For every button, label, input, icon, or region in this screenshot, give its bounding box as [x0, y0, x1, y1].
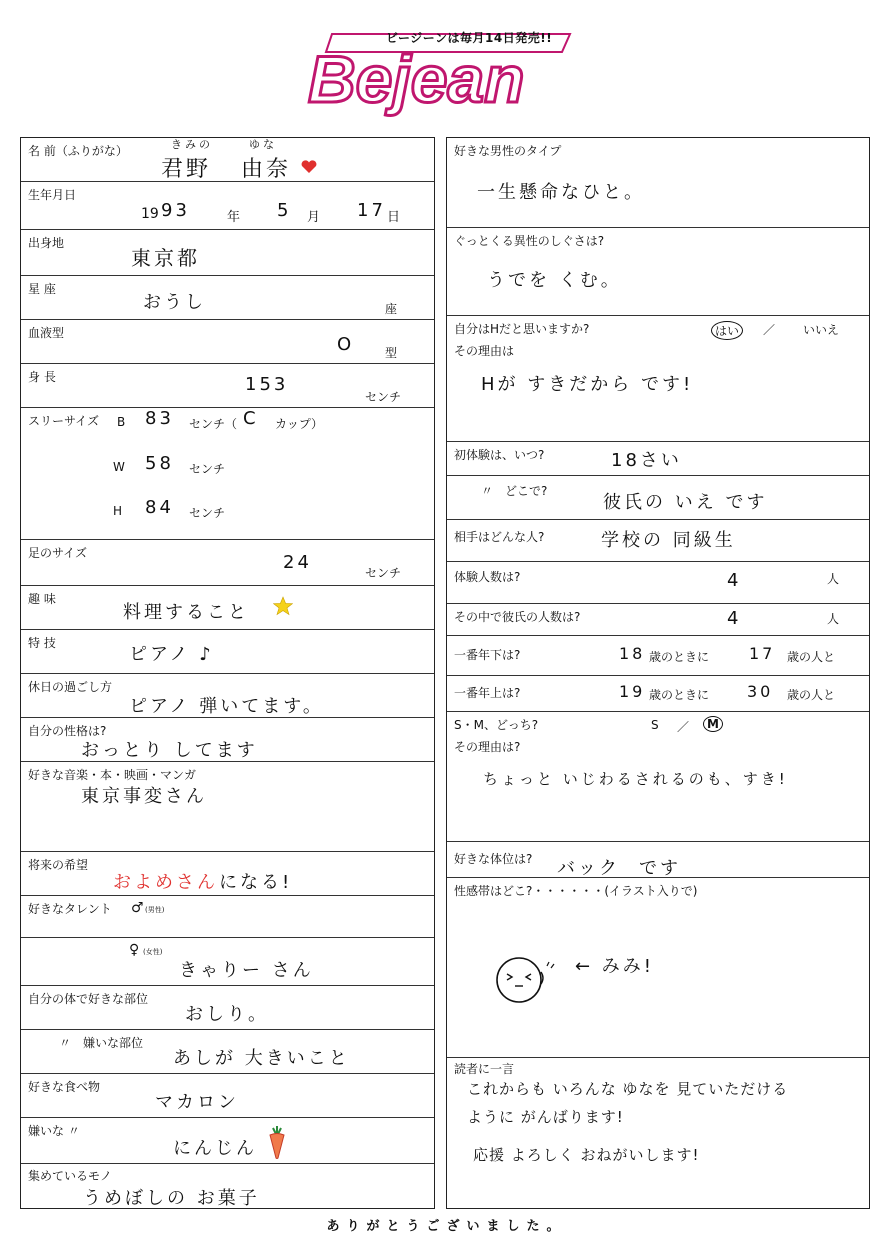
count-value: 4	[727, 570, 742, 591]
profile-left-column	[20, 137, 435, 1209]
sign-row	[21, 276, 434, 320]
yes-no-slash: ／	[763, 323, 776, 337]
blood-value: O	[337, 334, 355, 355]
position-label: 好きな体位は?	[454, 852, 533, 866]
hip-label: H	[113, 504, 123, 518]
oldest-label: 一番年上は?	[454, 686, 521, 700]
sign-label: 星 座	[28, 282, 56, 296]
month-unit: 月	[307, 210, 321, 225]
talent-label: 好きなタレント	[28, 902, 112, 916]
female-note: (女性)	[143, 948, 163, 956]
waist-label: W	[113, 460, 125, 474]
skill-label: 特 技	[28, 636, 56, 650]
favorite-media-row	[21, 762, 434, 852]
waist-unit: センチ	[189, 462, 226, 476]
sm-reason-label: その理由は?	[454, 740, 521, 754]
dream-label: 将来の希望	[28, 858, 89, 872]
holiday-row	[21, 674, 434, 718]
face-doodle-icon	[493, 954, 557, 1004]
oldest-age: 19	[619, 682, 646, 701]
bf-count-label: その中で彼氏の人数は?	[454, 610, 581, 624]
furigana-family: きみの	[171, 138, 213, 151]
message-line-1: これからも いろんな ゆなを 見ていただける	[467, 1080, 789, 1098]
dream-value-red: およめさん	[113, 872, 218, 893]
holiday-label: 休日の過ごし方	[28, 680, 113, 694]
furigana-given: ゆな	[249, 138, 277, 151]
h-self-label: 自分はHだと思いますか?	[454, 322, 590, 336]
birthplace-row	[21, 230, 434, 276]
gesture-value: うでを くむ。	[487, 270, 622, 291]
height-label: 身 長	[28, 370, 56, 384]
blood-row	[21, 320, 434, 364]
bf-count-unit: 人	[827, 612, 840, 626]
message-row	[447, 1058, 869, 1210]
m-option-circled: M	[703, 716, 723, 732]
release-tagline: ビージーンは毎月14日発売!!	[386, 31, 553, 45]
bust-value: 83	[145, 408, 174, 429]
bust-unit: センチ（	[189, 417, 238, 431]
height-row	[21, 364, 434, 408]
youngest-row	[447, 636, 869, 676]
hip-value: 84	[145, 497, 174, 518]
bust-label: B	[117, 415, 126, 429]
message-line-2: ように がんばります!	[467, 1108, 624, 1126]
first-where-row	[447, 476, 869, 520]
thank-you-footer: ありがとうございました。	[326, 1219, 567, 1234]
dislike-body-value: あしが 大きいこと	[173, 1048, 350, 1069]
type-row	[447, 138, 869, 228]
personality-value: おっとり してます	[81, 740, 258, 761]
youngest-tail: 歳の人と	[787, 650, 836, 664]
hobby-row	[21, 586, 434, 630]
fav-food-value: マカロン	[155, 1092, 239, 1113]
oldest-mid: 歳のときに	[649, 688, 710, 702]
given-name: 由奈	[241, 157, 292, 182]
birth-day: 17	[357, 200, 386, 221]
holiday-value: ピアノ 弾いてます。	[129, 696, 324, 717]
position-row	[447, 842, 869, 878]
sm-label: S・M、どっち?	[454, 718, 539, 732]
female-symbol: ♀	[129, 942, 140, 958]
zone-value: ← みみ!	[575, 956, 655, 977]
heart-icon	[301, 160, 317, 174]
cup-value: C	[243, 408, 259, 429]
dislike-body-row	[21, 1030, 434, 1074]
height-value: 153	[245, 374, 289, 395]
sign-value: おうし	[143, 292, 206, 313]
partner-row	[447, 520, 869, 562]
count-row	[447, 562, 869, 604]
first-when-row	[447, 442, 869, 476]
count-label: 体験人数は?	[454, 570, 521, 584]
youngest-mid: 歳のときに	[649, 650, 710, 664]
dream-value-rest: になる!	[219, 872, 293, 893]
message-label: 読者に一言	[454, 1062, 515, 1076]
first-where-value: 彼氏の いえ です	[603, 492, 768, 513]
gesture-row	[447, 228, 869, 316]
fav-food-label: 好きな食べ物	[28, 1080, 101, 1094]
fav-body-label: 自分の体で好きな部位	[28, 992, 149, 1006]
dislike-body-label: 〃 嫌いな部位	[59, 1036, 144, 1050]
favorite-media-value: 東京事変さん	[81, 786, 207, 807]
birthplace-label: 出身地	[28, 236, 65, 250]
oldest-tail: 歳の人と	[787, 688, 836, 702]
no-option: いいえ	[803, 323, 840, 337]
collect-label: 集めているモノ	[28, 1169, 112, 1183]
year-unit: 年	[227, 210, 241, 225]
first-when-value: 18さい	[611, 450, 682, 471]
blood-label: 血液型	[28, 326, 65, 340]
hip-unit: センチ	[189, 506, 226, 520]
blood-unit: 型	[385, 346, 398, 360]
position-tail: です	[639, 858, 681, 879]
foot-size-value: 24	[283, 552, 312, 573]
dream-row	[21, 852, 434, 896]
sm-slash: ／	[677, 720, 690, 734]
name-label: 名 前（ふりがな）	[28, 144, 128, 158]
sign-unit: 座	[385, 302, 398, 316]
h-self-row	[447, 316, 869, 442]
birthplace-value: 東京都	[131, 246, 200, 270]
birth-century: 19	[141, 206, 159, 222]
sm-row	[447, 712, 869, 842]
youngest-label: 一番年下は?	[454, 648, 521, 662]
count-unit: 人	[827, 572, 840, 586]
youngest-partner-age: 17	[749, 644, 776, 663]
gesture-label: ぐっとくる異性のしぐさは?	[454, 234, 605, 248]
first-when-label: 初体験は、いつ?	[454, 448, 545, 462]
personality-row	[21, 718, 434, 762]
day-unit: 日	[387, 210, 401, 225]
bf-count-value: 4	[727, 608, 742, 629]
male-symbol: ♂	[131, 900, 144, 916]
type-value: 一生懸命なひと。	[477, 182, 645, 203]
fav-food-row	[21, 1074, 434, 1118]
hobby-value: 料理すること	[123, 602, 249, 623]
dislike-food-label: 嫌いな 〃	[28, 1124, 80, 1138]
bf-count-row	[447, 604, 869, 636]
zone-label: 性感帯はどこ?・・・・・・(イラスト入りで)	[454, 884, 698, 898]
h-reason-label: その理由は	[454, 344, 515, 358]
foot-size-row	[21, 540, 434, 586]
sm-reason-value: ちょっと いじわるされるのも、すき!	[483, 770, 788, 788]
male-note: (男性)	[145, 906, 165, 914]
dislike-food-row	[21, 1118, 434, 1164]
favorite-media-label: 好きな音楽・本・映画・マンガ	[28, 768, 197, 782]
zone-row	[447, 878, 869, 1058]
collect-value: うめぼしの お菓子	[83, 1188, 260, 1209]
height-unit: センチ	[365, 390, 402, 404]
fav-body-value: おしり。	[185, 1004, 269, 1025]
first-where-label: 〃 どこで?	[481, 484, 548, 498]
talent-male-row	[21, 896, 434, 938]
logo-text: Bejean	[308, 42, 525, 116]
collect-row	[21, 1164, 434, 1210]
h-reason-value: Hが すきだから です!	[481, 374, 694, 395]
partner-value: 学校の 同級生	[601, 530, 736, 551]
star-icon	[273, 596, 293, 616]
oldest-partner-age: 30	[747, 682, 774, 701]
profile-right-column	[446, 137, 870, 1209]
message-line-3: 応援 よろしく おねがいします!	[473, 1146, 700, 1164]
three-sizes-row	[21, 408, 434, 540]
fav-body-row	[21, 986, 434, 1030]
cup-unit: カップ）	[275, 417, 324, 431]
hobby-label: 趣 味	[28, 592, 56, 606]
name-row	[21, 138, 434, 182]
position-value: バック	[557, 858, 620, 879]
birthday-label: 生年月日	[28, 188, 77, 202]
dislike-food-value: にんじん	[173, 1138, 257, 1159]
talent-female-value: きゃりー さん	[179, 960, 314, 981]
partner-label: 相手はどんな人?	[454, 530, 545, 544]
waist-value: 58	[145, 453, 174, 474]
three-sizes-label: スリーサイズ	[28, 414, 100, 428]
foot-size-unit: センチ	[365, 566, 402, 580]
birth-year: 93	[161, 200, 190, 221]
type-label: 好きな男性のタイプ	[454, 144, 562, 158]
skill-value: ピアノ ♪	[129, 644, 214, 665]
carrot-icon	[265, 1124, 289, 1160]
skill-row	[21, 630, 434, 674]
family-name: 君野	[161, 157, 212, 182]
youngest-age: 18	[619, 644, 646, 663]
s-option: S	[651, 718, 659, 732]
birth-month: 5	[277, 200, 292, 221]
foot-size-label: 足のサイズ	[28, 546, 88, 560]
personality-label: 自分の性格は?	[28, 724, 107, 738]
oldest-row	[447, 676, 869, 712]
yes-option-circled: はい	[711, 321, 743, 340]
talent-female-row	[21, 938, 434, 986]
birthday-row	[21, 182, 434, 230]
